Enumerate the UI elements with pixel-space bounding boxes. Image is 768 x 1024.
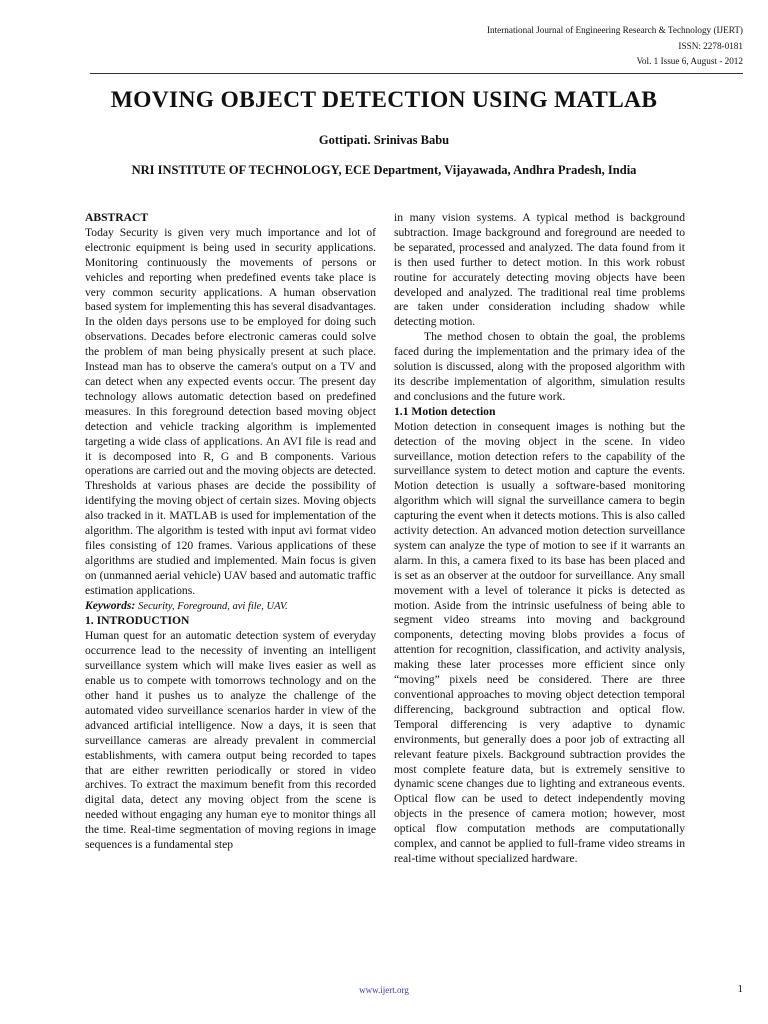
header-rule xyxy=(90,73,743,74)
abstract-text: Today Security is given very much importance and lot of electronic equipment is being used in security applications. Monitoring continuously the movements of persons or vehicles and reporting when predefined events take place is very common security applications. A human observation based system for implementing this has several disadvantages. In the olden days persons use to be employed for doing such observations. Decades before electronic cameras could solve the problem of man being physically present at such place. Instead man has to observe the camera's output on a TV and can detect when any expected events occur. The present day technology allows automatic detection based on predefined measures. In this foreground detection based moving object detection and vehicle tracking algorithm is implemented targeting a wide class of applications. An AVI file is read and it is decomposed into R, G and B components. Various operations are carried out and the moving objects are detected. Thresholds at various phases are decide the possibility of identifying the moving object of certain sizes. Moving objects also tracked in it. MATLAB is used for implementation of the algorithm. The algorithm is tested with input avi format video files consisting of 120 frames. Various applications of these algorithms are studied and implemented. Main focus is given on (unmanned aerial vehicle) UAV based and automatic traffic estimation applications. xyxy=(85,225,376,597)
author-name: Gottipati. Srinivas Babu xyxy=(318,133,450,147)
motion-detection-text: Motion detection in consequent images is nothing but the detection of the moving object in the scene. In video surveillance, motion detection refers to the capability of the surveillance system to detect motion and capture the events. Motion detection is usually a software-based monitoring algorithm which will signal the surveillance camera to begin capturing the event when it detects motions. This is also called activity detection. An advanced motion detection surveillance system can analyze the type of motion to see if it warrants an alarm. In this, a camera fixed to its base has been placed and is set as an observer at the outdoor for surveillance. Any small movement with a level of tolerance it picks is detected as motion. Aside from the intrinsic usefulness of being able to segment video streams into moving and background components, detecting moving blobs provides a focus of attention for recognition, classification, and activity analysis, making these later processes more efficient since only “moving” pixels need be considered. There are three conventional approaches to moving object detection temporal differencing, background subtraction and optical flow. Temporal differencing is very adaptive to dynamic environments, but generally does a poor job of extracting all relevant feature pixels. Background subtraction provides the most complete feature data, but is extremely sensitive to dynamic scene changes due to lighting and extraneous events. Optical flow can be used to detect independently moving objects in the presence of camera motion; however, most optical flow computation methods are computationally complex, and cannot be applied to full-frame video streams in real-time without specialized hardware. xyxy=(394,419,685,865)
motion-detection-heading: 1.1 Motion detection xyxy=(394,404,496,418)
journal-header xyxy=(487,23,743,70)
keywords xyxy=(85,599,376,615)
author-affiliation: NRI INSTITUTE OF TECHNOLOGY, ECE Department, Vijayawada, Andhra Pradesh, India xyxy=(131,163,637,177)
paper-title: MOVING OBJECT DETECTION USING MATLAB xyxy=(110,87,658,113)
abstract-heading: ABSTRACT xyxy=(85,211,149,224)
introduction-heading: 1. INTRODUCTION xyxy=(85,614,190,628)
keywords-label: Keywords: xyxy=(85,598,136,612)
introduction-paragraph-1: Human quest for an automatic detection system of everyday occurrence lead to the necessity of inventing an intelligent surveillance system which will make lives easier as well as enable us to compete with tomorrows technology and on the other hand it pushes us to analyze the challenge of the automated video surveillance scenarios harder in view of the advanced artificial intelligence. Now a days, it is seen that surveillance cameras are already prevalent in commercial establishments, with camera output being recorded to tapes that are either rewritten periodically or stored in video archives. To extract the maximum benefit from this recorded digital data, detect any moving object from the scene is needed without engaging any human eye to monitor things all the time. Real-time segmentation of moving regions in image sequences is a fundamental step xyxy=(85,629,376,852)
journal-volume: Vol. 1 Issue 6, August - 2012 xyxy=(636,56,743,66)
right-column xyxy=(394,211,685,867)
journal-issn: ISSN: 2278-0181 xyxy=(678,40,743,51)
page-number: 1 xyxy=(737,983,743,995)
keywords-text: Security, Foreground, avi file, UAV. xyxy=(138,600,288,612)
introduction-paragraph-1-continued: in many vision systems. A typical method is background subtraction. Image background and foreground are needed to be separated, processed and analyzed. The data found from it is then used further to detect motion. In this work robust routine for accurately detecting moving objects have been developed and analyzed. The traditional real time problems are taken under consideration including shadow while detecting motion. xyxy=(394,211,685,329)
journal-name: International Journal of Engineering Research & Technology (IJERT) xyxy=(486,25,743,35)
introduction-paragraph-2: The method chosen to obtain the goal, the problems faced during the implementation and the primary idea of the solution is discussed, along with the proposed algorithm with its describe implementation of algorithm, simulation results and conclusions and the future work. xyxy=(394,330,685,403)
left-column xyxy=(85,211,376,853)
footer-url[interactable]: www.ijert.org xyxy=(359,985,409,995)
